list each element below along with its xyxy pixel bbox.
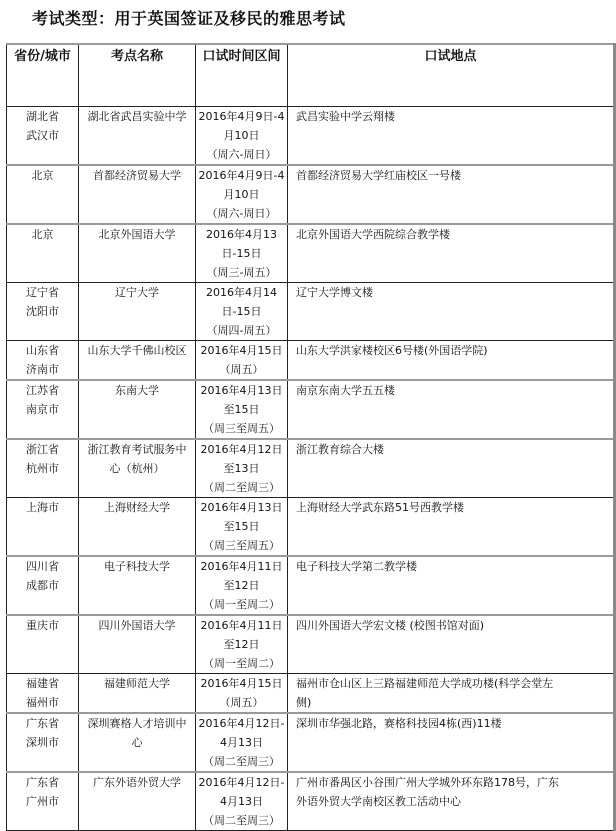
table-row xyxy=(7,224,615,283)
time-cell-text: 2016年4月9日-4月10日 xyxy=(198,110,285,142)
venue-cell xyxy=(79,615,196,674)
time-cell-text: （周一至周二） xyxy=(203,657,280,670)
time-cell-text: （周六-周日） xyxy=(206,148,277,161)
location-cell-text: 辽宁大学博文楼 xyxy=(296,286,373,299)
location-cell-text: 电子科技大学第二教学楼 xyxy=(296,560,417,573)
time-cell-text: （周六-周日） xyxy=(206,207,277,220)
city-cell-text: 四川省 xyxy=(26,560,59,573)
location-cell xyxy=(288,713,615,772)
location-cell-text: 上海财经大学武东路51号西教学楼 xyxy=(296,501,464,514)
city-cell-text: 济南市 xyxy=(26,363,59,376)
city-cell xyxy=(7,341,79,381)
time-cell-text: （周三-周五） xyxy=(206,266,277,279)
time-cell-text: 2016年4月13日-15日 xyxy=(206,228,277,260)
location-cell-text: 北京外国语大学西院综合教学楼 xyxy=(296,228,450,241)
city-cell xyxy=(7,713,79,772)
time-cell xyxy=(196,439,288,498)
venue-cell xyxy=(79,439,196,498)
venue-cell-text: 四川外国语大学 xyxy=(98,619,176,632)
venue-cell xyxy=(79,107,196,166)
table-row xyxy=(7,772,615,831)
time-cell xyxy=(196,713,288,772)
table-header-row xyxy=(7,44,615,107)
time-cell xyxy=(196,165,288,224)
time-cell xyxy=(196,615,288,674)
location-cell xyxy=(288,498,615,557)
venue-cell-text: 福建师范大学 xyxy=(104,677,170,690)
venue-cell xyxy=(79,498,196,557)
time-cell-text: 2016年4月9日-4月10日 xyxy=(198,169,285,201)
table-row xyxy=(7,674,615,714)
location-cell-text: 广州市番禺区小谷围广州大学城外环东路178号，广东 xyxy=(296,776,559,789)
time-cell xyxy=(196,498,288,557)
city-cell xyxy=(7,556,79,615)
time-cell xyxy=(196,283,288,341)
city-cell-text: 湖北省 xyxy=(26,110,59,123)
time-cell-text: 2016年4月14日-15日 xyxy=(206,286,277,318)
time-cell-text: （周二至周三） xyxy=(203,814,280,827)
time-cell-text: （周二至周三） xyxy=(203,481,280,494)
time-cell-text: 2016年4月13日至15日 xyxy=(200,501,283,533)
city-cell xyxy=(7,165,79,224)
city-cell-text: 南京市 xyxy=(26,403,59,416)
location-cell-text: 深圳市华强北路，赛格科技园4栋(西)11楼 xyxy=(296,717,502,730)
location-cell xyxy=(288,341,615,381)
city-cell xyxy=(7,772,79,831)
venue-cell-text: 心 xyxy=(131,736,143,749)
venue-cell-text: 辽宁大学 xyxy=(115,286,159,299)
venue-cell xyxy=(79,224,196,283)
venue-cell-text: 广东外语外贸大学 xyxy=(93,776,181,789)
venue-cell-text: 心（杭州） xyxy=(109,462,165,475)
city-cell-text: 福建省 xyxy=(26,677,59,690)
header-venue: 考点名称 xyxy=(79,44,196,107)
location-cell xyxy=(288,380,615,439)
location-cell-text: 福州市仓山区上三路福建师范大学成功楼(科学会堂左 xyxy=(296,677,554,690)
venue-cell xyxy=(79,283,196,341)
city-cell xyxy=(7,283,79,341)
city-cell-text: 重庆市 xyxy=(26,619,59,632)
venue-cell-text: 首都经济贸易大学 xyxy=(93,169,181,182)
city-cell-text: 北京 xyxy=(31,169,54,182)
time-cell-text: 2016年4月15日 xyxy=(200,344,283,357)
city-cell xyxy=(7,107,79,166)
city-cell-text: 山东省 xyxy=(26,344,59,357)
table-row xyxy=(7,713,615,772)
time-cell xyxy=(196,772,288,831)
time-cell-text: 2016年4月12日- 4月13日 xyxy=(198,776,285,808)
time-cell xyxy=(196,224,288,283)
venue-cell-text: 浙江教育考试服务中 xyxy=(87,443,187,456)
location-cell xyxy=(288,107,615,166)
table-row xyxy=(7,498,615,557)
city-cell-text: 上海市 xyxy=(26,501,59,514)
time-cell-text: （周五） xyxy=(219,363,264,376)
venue-cell-text: 东南大学 xyxy=(115,384,159,397)
table-row xyxy=(7,165,615,224)
venue-cell xyxy=(79,165,196,224)
header-location: 口试地点 xyxy=(288,44,615,107)
time-cell-text: 2016年4月12日- 4月13日 xyxy=(198,717,285,749)
header-time: 口试时间区间 xyxy=(196,44,288,107)
table-row xyxy=(7,380,615,439)
city-cell-text: 深圳市 xyxy=(26,736,59,749)
location-cell xyxy=(288,674,615,714)
city-cell xyxy=(7,380,79,439)
city-cell xyxy=(7,224,79,283)
city-cell-text: 北京 xyxy=(31,228,54,241)
time-cell-text: 2016年4月12日至13日 xyxy=(200,443,283,475)
location-cell xyxy=(288,615,615,674)
city-cell-text: 武汉市 xyxy=(26,129,59,142)
venue-cell xyxy=(79,556,196,615)
city-cell xyxy=(7,615,79,674)
city-cell-text: 福州市 xyxy=(26,696,59,709)
time-cell-text: 2016年4月13日至15日 xyxy=(200,384,283,416)
venue-cell-text: 湖北省武昌实验中学 xyxy=(87,110,187,123)
time-cell-text: （周二至周三） xyxy=(203,755,280,768)
location-cell-text: 外语外贸大学南校区教工活动中心 xyxy=(296,795,461,808)
venue-cell xyxy=(79,713,196,772)
venue-cell-text: 电子科技大学 xyxy=(104,560,170,573)
city-cell-text: 广东省 xyxy=(26,717,59,730)
time-cell xyxy=(196,341,288,381)
time-cell-text: （周一至周二） xyxy=(203,598,280,611)
city-cell-text: 杭州市 xyxy=(26,462,59,475)
venue-cell xyxy=(79,772,196,831)
time-cell xyxy=(196,556,288,615)
location-cell xyxy=(288,556,615,615)
header-city: 省份/城市 xyxy=(7,44,79,107)
city-cell-text: 江苏省 xyxy=(26,384,59,397)
time-cell-text: （周四-周五） xyxy=(206,324,277,337)
venue-cell-text: 深圳赛格人才培训中 xyxy=(87,717,187,730)
location-cell-text: 首都经济贸易大学红庙校区一号楼 xyxy=(296,169,461,182)
time-cell xyxy=(196,380,288,439)
table-row xyxy=(7,615,615,674)
time-cell xyxy=(196,107,288,166)
location-cell xyxy=(288,165,615,224)
time-cell-text: （周三至周五） xyxy=(203,422,280,435)
time-cell-text: 2016年4月11日至12日 xyxy=(200,619,283,651)
location-cell-text: 浙江教育综合大楼 xyxy=(296,443,384,456)
city-cell-text: 浙江省 xyxy=(26,443,59,456)
table-row xyxy=(7,341,615,381)
time-cell-text: （周三至周五） xyxy=(203,539,280,552)
table-row xyxy=(7,107,615,166)
city-cell xyxy=(7,439,79,498)
table-row xyxy=(7,439,615,498)
venue-cell-text: 山东大学千佛山校区 xyxy=(87,344,187,357)
venue-cell xyxy=(79,674,196,714)
city-cell-text: 沈阳市 xyxy=(26,305,59,318)
location-cell-text: 山东大学洪家楼校区6号楼(外国语学院) xyxy=(296,344,488,357)
venue-cell xyxy=(79,380,196,439)
location-cell-text: 南京东南大学五五楼 xyxy=(296,384,395,397)
city-cell xyxy=(7,498,79,557)
location-cell-text: 四川外国语大学宏文楼 (校图书馆对面) xyxy=(296,619,485,632)
exam-schedule-table xyxy=(6,43,616,831)
time-cell xyxy=(196,674,288,714)
city-cell-text: 辽宁省 xyxy=(26,286,59,299)
venue-cell-text: 上海财经大学 xyxy=(104,501,170,514)
location-cell xyxy=(288,772,615,831)
table-row xyxy=(7,556,615,615)
city-cell-text: 广州市 xyxy=(26,795,59,808)
location-cell-text: 武昌实验中学云翔楼 xyxy=(296,110,395,123)
time-cell-text: （周五） xyxy=(219,696,264,709)
time-cell-text: 2016年4月11日至12日 xyxy=(200,560,283,592)
location-cell-text: 侧) xyxy=(296,696,312,709)
time-cell-text: 2016年4月15日 xyxy=(200,677,283,690)
venue-cell-text: 北京外国语大学 xyxy=(98,228,176,241)
page-title: 考试类型：用于英国签证及移民的雅思考试 xyxy=(32,9,346,28)
table-row xyxy=(7,283,615,341)
city-cell xyxy=(7,674,79,714)
venue-cell xyxy=(79,341,196,381)
location-cell xyxy=(288,283,615,341)
city-cell-text: 广东省 xyxy=(26,776,59,789)
city-cell-text: 成都市 xyxy=(26,579,59,592)
location-cell xyxy=(288,224,615,283)
location-cell xyxy=(288,439,615,498)
